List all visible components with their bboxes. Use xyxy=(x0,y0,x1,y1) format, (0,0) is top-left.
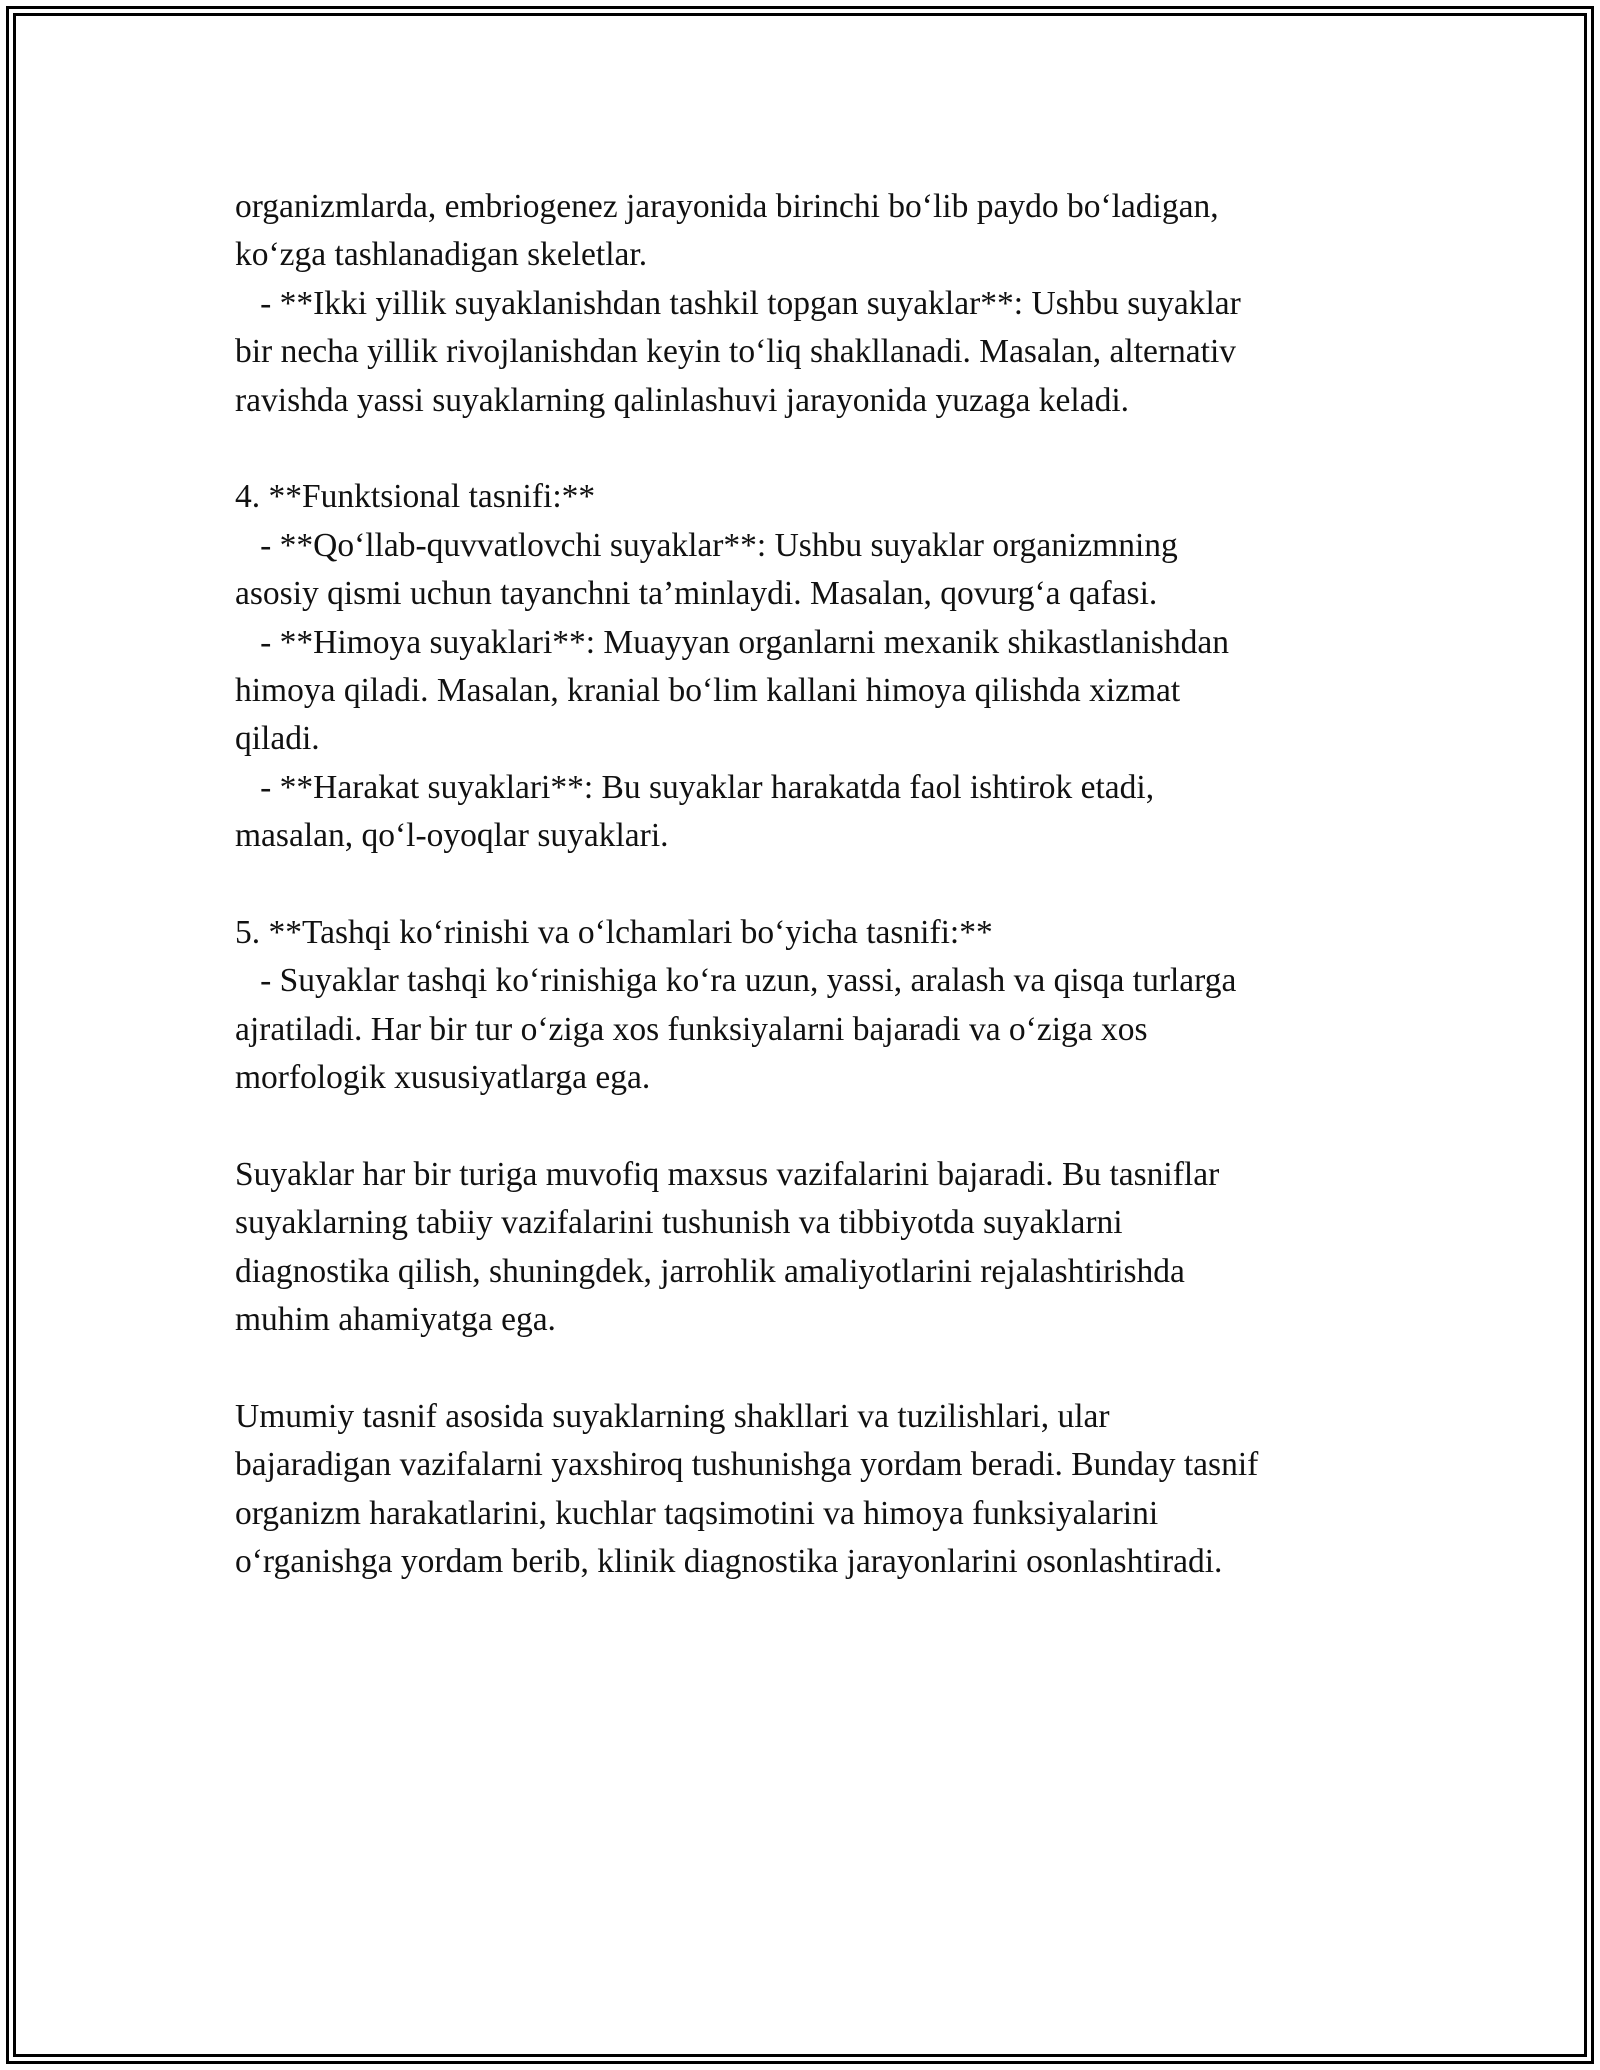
text-line: masalan, qo‘l-oyoqlar suyaklari. xyxy=(235,817,669,855)
list-item-line: - Suyaklar tashqi ko‘rinishiga ko‘ra uzun, yassi, aralash va qisqa turlarga xyxy=(235,962,1237,1000)
paragraph-conclusion xyxy=(235,1393,1385,1587)
text-line: muhim ahamiyatga ega. xyxy=(235,1300,556,1338)
text-line: asosiy qismi uchun tayanchni ta’minlaydi. Masalan, qovurg‘a qafasi. xyxy=(235,575,1158,613)
section-appearance-classification xyxy=(235,909,1385,1103)
text-line: o‘rganishga yordam berib, klinik diagnostika jarayonlarini osonlashtiradi. xyxy=(235,1542,1223,1580)
text-line: organizmlarda, embriogenez jarayonida birinchi bo‘lib paydo bo‘ladigan, xyxy=(235,188,1219,225)
text-line: bir necha yillik rivojlanishdan keyin to‘liq shakllanadi. Masalan, alternativ xyxy=(235,333,1237,371)
paragraph-spacer xyxy=(235,1344,1385,1392)
text-line: morfologik xususiyatlarga ega. xyxy=(235,1059,651,1097)
list-item-line: - **Qo‘llab-quvvatlovchi suyaklar**: Ushbu suyaklar organizmning xyxy=(235,526,1178,564)
text-line: himoya qiladi. Masalan, kranial bo‘lim kallani himoya qilishda xizmat xyxy=(235,671,1181,709)
text-line: qiladi. xyxy=(235,720,320,758)
section-heading: 4. **Funktsional tasnifi:** xyxy=(235,478,596,516)
text-line: organizm harakatlarini, kuchlar taqsimotini va himoya funksiyalarini xyxy=(235,1494,1159,1532)
paragraph-ossification-continuation xyxy=(235,183,1385,425)
text-line: ravishda yassi suyaklarning qalinlashuvi jarayonida yuzaga keladi. xyxy=(235,381,1129,419)
text-line: diagnostika qilish, shuningdek, jarrohlik amaliyotlarini rejalashtirishda xyxy=(235,1252,1185,1290)
text-line: suyaklarning tabiiy vazifalarini tushunish va tibbiyotda suyaklarni xyxy=(235,1204,1123,1242)
text-line: Umumiy tasnif asosida suyaklarning shakllari va tuzilishlari, ular xyxy=(235,1397,1110,1435)
text-line: ajratiladi. Har bir tur o‘ziga xos funksiyalarni bajaradi va o‘ziga xos xyxy=(235,1010,1148,1048)
paragraph-spacer xyxy=(235,860,1385,908)
list-item-line: - **Himoya suyaklari**: Muayyan organlarni mexanik shikastlanishdan xyxy=(235,623,1229,661)
text-line: ko‘zga tashlanadigan skeletlar. xyxy=(235,236,648,274)
list-item-line: - **Ikki yillik suyaklanishdan tashkil topgan suyaklar**: Ushbu suyaklar xyxy=(235,284,1241,322)
document-body xyxy=(235,183,1385,1586)
section-functional-classification xyxy=(235,473,1385,860)
text-line: Suyaklar har bir turiga muvofiq maxsus vazifalarini bajaradi. Bu tasniflar xyxy=(235,1155,1220,1193)
section-heading: 5. **Tashqi ko‘rinishi va o‘lchamlari bo‘yicha tasnifi:** xyxy=(235,913,993,951)
paragraph-spacer xyxy=(235,1102,1385,1150)
list-item-line: - **Harakat suyaklari**: Bu suyaklar harakatda faol ishtirok etadi, xyxy=(235,768,1155,806)
paragraph-spacer xyxy=(235,425,1385,473)
paragraph-summary xyxy=(235,1151,1385,1345)
text-line: bajaradigan vazifalarni yaxshiroq tushunishga yordam beradi. Bunday tasnif xyxy=(235,1446,1259,1484)
